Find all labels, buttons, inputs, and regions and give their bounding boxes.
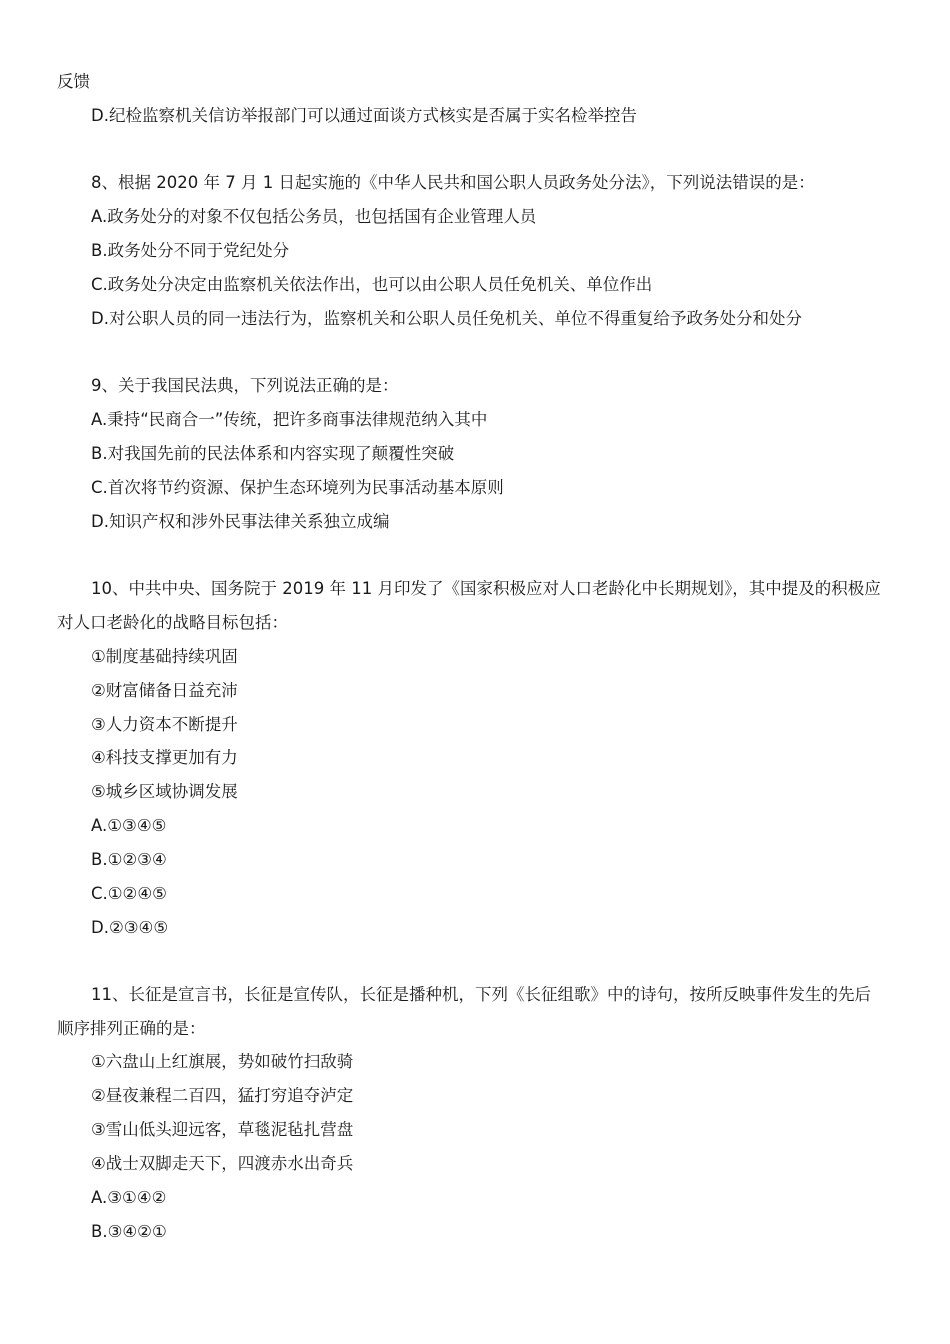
q10-item-5: ⑤城乡区域协调发展	[91, 782, 238, 801]
q11-option-a: A.③①④②	[91, 1188, 167, 1207]
q9-stem: 9、关于我国民法典，下列说法正确的是：	[91, 376, 399, 395]
q11-item-1: ①六盘山上红旗展，势如破竹扫敌骑	[91, 1052, 354, 1071]
q11-option-b: B.③④②①	[91, 1222, 167, 1241]
q8-option-a: A.政务处分的对象不仅包括公务员，也包括国有企业管理人员	[91, 207, 537, 226]
q10-option-a: A.①③④⑤	[91, 816, 167, 835]
q11-item-3: ③雪山低头迎远客，草毯泥毡扎营盘	[91, 1120, 354, 1139]
q10-option-c: C.①②④⑤	[91, 884, 167, 903]
q9-option-d: D.知识产权和涉外民事法律关系独立成编	[91, 512, 390, 531]
q10-stem-line1: 10、中共中央、国务院于 2019 年 11 月印发了《国家积极应对人口老龄化中长期规划》，其中提及的积极应	[91, 579, 881, 598]
q11-stem-line2: 顺序排列正确的是：	[57, 1019, 206, 1038]
q11-item-4: ④战士双脚走天下，四渡赤水出奇兵	[91, 1154, 354, 1173]
prev-question-tail: 反馈	[57, 72, 90, 91]
q10-item-1: ①制度基础持续巩固	[91, 647, 238, 666]
q8-stem: 8、根据 2020 年 7 月 1 日起实施的《中华人民共和国公职人员政务处分法》，下列说法错误的是：	[91, 173, 815, 192]
q9-option-b: B.对我国先前的民法体系和内容实现了颠覆性突破	[91, 444, 455, 463]
q10-option-b: B.①②③④	[91, 850, 167, 869]
q10-stem-line2: 对人口老龄化的战略目标包括：	[57, 613, 288, 632]
q10-option-d: D.②③④⑤	[91, 918, 169, 937]
q9-option-a: A.秉持“民商合一”传统，把许多商事法律规范纳入其中	[91, 410, 488, 429]
q8-option-c: C.政务处分决定由监察机关依法作出，也可以由公职人员任免机关、单位作出	[91, 275, 653, 294]
q11-stem-line1: 11、长征是宣言书，长征是宣传队，长征是播种机，下列《长征组歌》中的诗句，按所反映事件发生的先后	[91, 985, 871, 1004]
q10-item-2: ②财富储备日益充沛	[91, 681, 238, 700]
q11-item-2: ②昼夜兼程二百四，猛打穷追夺泸定	[91, 1086, 354, 1105]
q9-option-c: C.首次将节约资源、保护生态环境列为民事活动基本原则	[91, 478, 504, 497]
q8-option-b: B.政务处分不同于党纪处分	[91, 241, 290, 260]
q8-option-d: D.对公职人员的同一违法行为，监察机关和公职人员任免机关、单位不得重复给予政务处分和处分	[91, 309, 802, 328]
q10-item-4: ④科技支撑更加有力	[91, 748, 238, 767]
prev-question-option-d: D.纪检监察机关信访举报部门可以通过面谈方式核实是否属于实名检举控告	[91, 106, 637, 125]
q10-item-3: ③人力资本不断提升	[91, 715, 238, 734]
